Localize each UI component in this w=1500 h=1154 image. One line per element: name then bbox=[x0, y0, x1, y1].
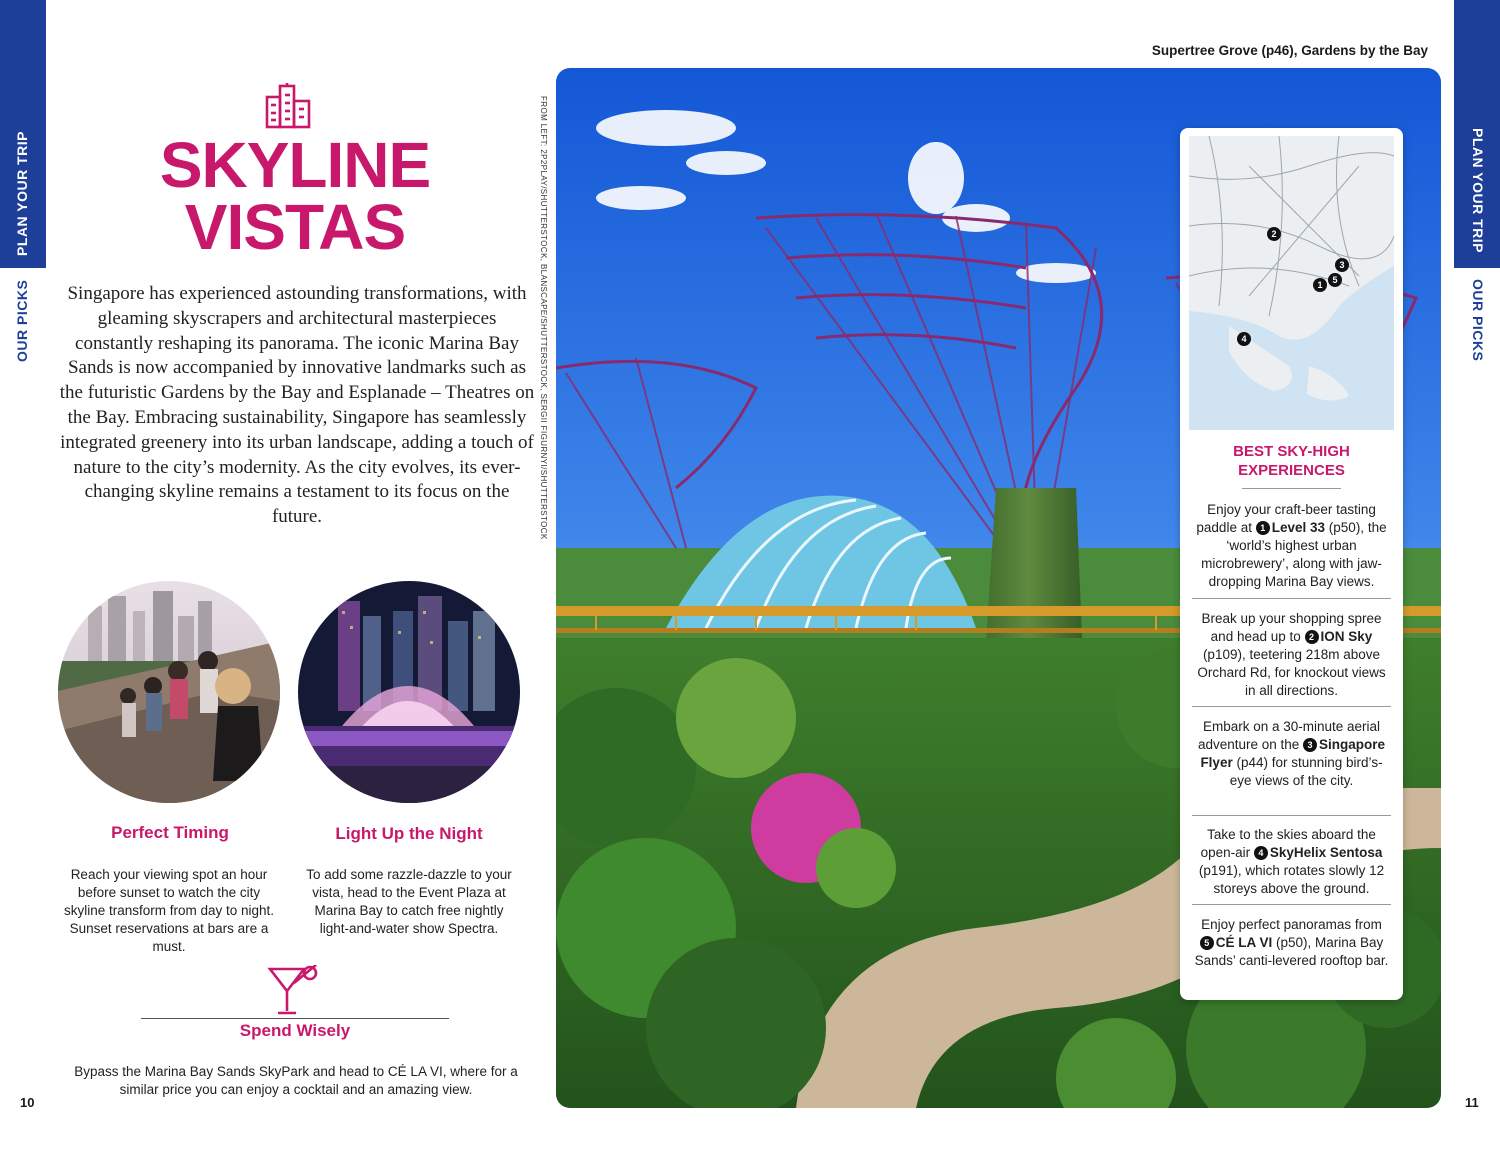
sunset-crowd-photo bbox=[58, 581, 280, 803]
divider bbox=[141, 1018, 449, 1019]
number-marker: 2 bbox=[1305, 630, 1319, 644]
map-marker-4[interactable]: 4 bbox=[1241, 334, 1247, 344]
experience-name: Singapore Flyer bbox=[1200, 737, 1386, 770]
divider bbox=[1192, 904, 1391, 905]
box-heading-line-2: EXPERIENCES bbox=[1238, 462, 1345, 479]
page-number-right: 11 bbox=[1465, 1095, 1479, 1110]
number-marker: 4 bbox=[1254, 846, 1268, 860]
number-marker: 1 bbox=[1256, 521, 1270, 535]
tab-plan-your-trip[interactable]: PLAN YOUR TRIP bbox=[1470, 128, 1486, 253]
number-marker: 3 bbox=[1303, 738, 1317, 752]
cocktail-icon bbox=[266, 965, 322, 1017]
experience-item: Break up your shopping spree and head up to 2 ION Sky (p109), teetering 218m above Orchard Rd, for knockout views in all directions. bbox=[1197, 611, 1386, 698]
divider bbox=[1192, 598, 1391, 599]
experience-name: ION Sky bbox=[1320, 629, 1373, 644]
buildings-icon bbox=[264, 83, 314, 129]
tip-body-light-up-the-night: To add some razzle-dazzle to your vista, head to the Event Plaza at Marina Bay to catch free nightly light-and-water show Spectra. bbox=[306, 867, 512, 936]
divider bbox=[1192, 706, 1391, 707]
experience-name: CÉ LA VI bbox=[1215, 935, 1273, 950]
divider bbox=[1192, 815, 1391, 816]
experience-name: Level 33 bbox=[1271, 520, 1326, 535]
map-marker-1[interactable]: 1 bbox=[1317, 280, 1323, 290]
tab-our-picks[interactable]: OUR PICKS bbox=[14, 279, 30, 362]
title-line-1: SKYLINE bbox=[159, 129, 431, 201]
title-line-2: VISTAS bbox=[184, 191, 406, 263]
tip-title-light-up-the-night: Light Up the Night bbox=[335, 824, 483, 843]
experience-item: Take to the skies aboard the open-air 4 SkyHelix Sentosa (p191), which rotates slowly 12 storeys above the ground. bbox=[1198, 827, 1385, 896]
photo-credit: FROM LEFT: 2P2PLAY/SHUTTERSTOCK, BLANSCAPE/SHUTTERSTOCK, SERGII FIGURNYI/SHUTTERSTOCK bbox=[539, 96, 548, 540]
map-marker-5[interactable]: 5 bbox=[1332, 275, 1338, 285]
number-marker: 5 bbox=[1200, 936, 1214, 950]
divider bbox=[1242, 488, 1341, 489]
tab-plan-your-trip[interactable]: PLAN YOUR TRIP bbox=[14, 131, 30, 256]
sky-high-experiences-box bbox=[1180, 128, 1403, 1000]
tip-body-perfect-timing: Reach your viewing spot an hour before sunset to watch the city skyline transform from day to night. Sunset reservations at bars are a must. bbox=[63, 867, 275, 954]
spend-wisely-body: Bypass the Marina Bay Sands SkyPark and head to CÉ LA VI, where for a similar price you can enjoy a cocktail and an amazing view. bbox=[74, 1064, 518, 1097]
spend-wisely-title: Spend Wisely bbox=[239, 1021, 351, 1040]
map-marker-3[interactable]: 3 bbox=[1339, 260, 1345, 270]
photo-caption: Supertree Grove (p46), Gardens by the Bay bbox=[1151, 43, 1428, 58]
right-section-tab bbox=[1454, 0, 1500, 1154]
experience-item: Enjoy your craft-beer tasting paddle at 1 Level 33 (p50), the ‘world’s highest urban microbrewery’, along with jaw-dropping Marina Bay views. bbox=[1196, 502, 1387, 589]
experience-item: Enjoy perfect panoramas from 5 CÉ LA VI (p50), Marina Bay Sands’ canti-levered rooftop bar. bbox=[1194, 917, 1389, 968]
night-light-show-photo bbox=[298, 581, 520, 803]
experience-item: Embark on a 30-minute aerial adventure on the 3 Singapore Flyer (p44) for stunning bird’s-eye views of the city. bbox=[1197, 719, 1386, 788]
left-section-tab bbox=[0, 0, 46, 1154]
box-heading-line-1: BEST SKY-HIGH bbox=[1233, 443, 1350, 460]
box-heading bbox=[1180, 442, 1403, 480]
tab-our-picks[interactable]: OUR PICKS bbox=[1470, 279, 1486, 362]
location-map bbox=[1189, 136, 1394, 430]
tip-title-perfect-timing: Perfect Timing bbox=[111, 823, 229, 842]
intro-paragraph: Singapore has experienced astounding transformations, with gleaming skyscrapers and architectural masterpieces constantly reshaping its panorama. The iconic Marina Bay Sands is now accompanied by innovative landmarks such as the futuristic Gardens by the Bay and Esplanade – Theatres on the Bay. Embracing sustainability, Singapore has seamlessly integrated greenery into its urban landscape, adding a touch of nature to the city’s modernity. As the city evolves, its ever-changing skyline remains a testament to its focus on the future. bbox=[59, 283, 535, 528]
map-marker-2[interactable]: 2 bbox=[1271, 229, 1277, 239]
page-number-left: 10 bbox=[20, 1095, 35, 1110]
page-title bbox=[60, 129, 530, 263]
experience-name: SkyHelix Sentosa bbox=[1269, 845, 1383, 860]
